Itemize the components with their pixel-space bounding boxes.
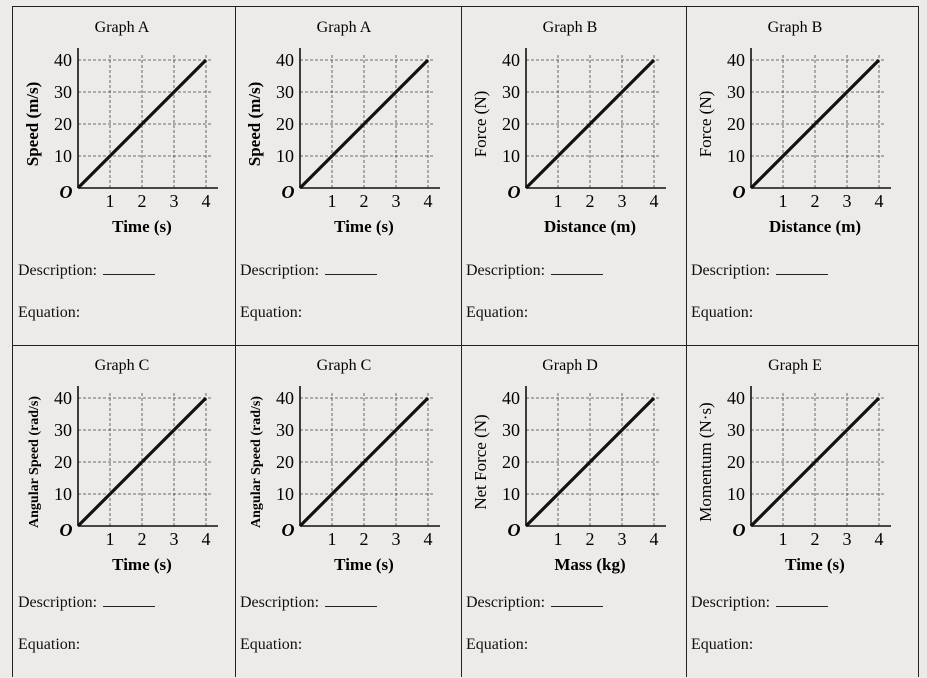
x-tick-label: 4 <box>874 529 884 549</box>
x-tick-label: 4 <box>201 529 211 549</box>
x-tick-label: 2 <box>359 529 369 549</box>
y-tick-label: 20 <box>54 452 72 472</box>
x-tick-label: 1 <box>327 529 337 549</box>
x-tick-label: 4 <box>201 191 211 211</box>
graph-title: Graph E <box>768 357 822 374</box>
x-tick-label: 3 <box>169 191 179 211</box>
y-tick-label: 40 <box>276 50 294 70</box>
x-axis-label: Time (s) <box>785 555 845 574</box>
y-tick-label: 30 <box>727 420 745 440</box>
equation-label: Equation: <box>691 636 754 653</box>
y-axis-label: Speed (m/s) <box>23 81 42 167</box>
graph-title: Graph C <box>316 357 372 374</box>
y-tick-label: 20 <box>276 452 294 472</box>
x-tick-label: 2 <box>810 529 820 549</box>
origin-label: O <box>281 182 295 202</box>
equation-label: Equation: <box>18 304 81 321</box>
equation-row <box>466 304 528 322</box>
origin-label: O <box>59 520 73 540</box>
line-graph <box>460 344 685 604</box>
data-line <box>751 60 879 188</box>
graph-cell <box>12 6 237 340</box>
y-tick-label: 30 <box>54 420 72 440</box>
origin-label: O <box>507 182 521 202</box>
description-blank[interactable] <box>776 260 828 275</box>
y-tick-label: 30 <box>276 82 294 102</box>
y-tick-label: 30 <box>276 420 294 440</box>
line-graph <box>460 6 685 266</box>
equation-row <box>691 636 753 654</box>
origin-label: O <box>507 520 521 540</box>
description-blank[interactable] <box>776 592 828 607</box>
x-tick-label: 3 <box>169 529 179 549</box>
equation-label: Equation: <box>466 304 529 321</box>
equation-label: Equation: <box>240 636 303 653</box>
line-graph <box>12 344 237 604</box>
y-tick-label: 10 <box>727 484 745 504</box>
y-tick-label: 40 <box>54 50 72 70</box>
line-graph <box>234 6 459 266</box>
description-row <box>691 260 828 280</box>
description-label: Description: <box>691 262 771 279</box>
x-tick-label: 2 <box>810 191 820 211</box>
x-tick-label: 1 <box>105 529 115 549</box>
equation-label: Equation: <box>691 304 754 321</box>
graph-title: Graph A <box>316 19 372 36</box>
y-tick-label: 10 <box>276 146 294 166</box>
x-axis-label: Distance (m) <box>768 217 862 236</box>
y-tick-label: 10 <box>54 146 72 166</box>
y-axis-label: Force (N) <box>471 90 490 158</box>
line-graph <box>12 6 237 266</box>
equation-row <box>240 304 302 322</box>
description-blank[interactable] <box>103 592 155 607</box>
description-row <box>240 260 377 280</box>
description-blank[interactable] <box>551 592 603 607</box>
origin-label: O <box>59 182 73 202</box>
y-tick-label: 30 <box>502 82 520 102</box>
x-tick-label: 2 <box>137 529 147 549</box>
description-label: Description: <box>240 262 320 279</box>
equation-label: Equation: <box>240 304 303 321</box>
graph-cell <box>234 6 459 340</box>
y-axis-label: Angular Speed (rad/s) <box>27 396 42 528</box>
x-tick-label: 4 <box>423 529 433 549</box>
description-row <box>18 260 155 280</box>
equation-row <box>18 636 80 654</box>
y-axis-label: Angular Speed (rad/s) <box>249 396 264 528</box>
x-tick-label: 1 <box>778 191 788 211</box>
description-row <box>240 592 377 612</box>
y-tick-label: 10 <box>54 484 72 504</box>
description-blank[interactable] <box>551 260 603 275</box>
y-tick-label: 20 <box>727 114 745 134</box>
graph-cell <box>12 344 237 678</box>
data-line <box>526 60 654 188</box>
x-tick-label: 4 <box>649 191 659 211</box>
y-tick-label: 30 <box>727 82 745 102</box>
y-tick-label: 10 <box>727 146 745 166</box>
equation-row <box>240 636 302 654</box>
graph-cell <box>460 6 685 340</box>
description-row <box>18 592 155 612</box>
y-tick-label: 40 <box>502 388 520 408</box>
description-blank[interactable] <box>325 592 377 607</box>
data-line <box>78 398 206 526</box>
line-graph <box>234 344 459 604</box>
x-tick-label: 3 <box>842 191 852 211</box>
data-line <box>751 398 879 526</box>
graph-cell <box>234 344 459 678</box>
description-blank[interactable] <box>325 260 377 275</box>
y-axis-label: Force (N) <box>696 90 715 158</box>
equation-row <box>18 304 80 322</box>
graph-title: Graph C <box>94 357 150 374</box>
y-tick-label: 40 <box>727 388 745 408</box>
x-tick-label: 1 <box>553 529 563 549</box>
x-tick-label: 1 <box>327 191 337 211</box>
y-tick-label: 10 <box>502 484 520 504</box>
x-tick-label: 3 <box>842 529 852 549</box>
equation-label: Equation: <box>466 636 529 653</box>
x-tick-label: 1 <box>553 191 563 211</box>
y-axis-label: Net Force (N) <box>471 414 490 510</box>
x-axis-label: Distance (m) <box>543 217 637 236</box>
equation-row <box>466 636 528 654</box>
origin-label: O <box>732 520 746 540</box>
x-tick-label: 1 <box>105 191 115 211</box>
equation-label: Equation: <box>18 636 81 653</box>
x-tick-label: 3 <box>617 529 627 549</box>
description-label: Description: <box>18 594 98 611</box>
description-label: Description: <box>691 594 771 611</box>
description-label: Description: <box>18 262 98 279</box>
graph-cell <box>460 344 685 678</box>
y-tick-label: 30 <box>502 420 520 440</box>
y-tick-label: 20 <box>502 114 520 134</box>
x-tick-label: 2 <box>359 191 369 211</box>
description-row <box>466 592 603 612</box>
data-line <box>300 398 428 526</box>
y-tick-label: 20 <box>502 452 520 472</box>
description-row <box>466 260 603 280</box>
x-tick-label: 1 <box>778 529 788 549</box>
description-label: Description: <box>240 594 320 611</box>
x-axis-label: Time (s) <box>112 217 172 236</box>
line-graph <box>685 344 910 604</box>
y-tick-label: 10 <box>502 146 520 166</box>
y-tick-label: 30 <box>54 82 72 102</box>
x-tick-label: 2 <box>585 191 595 211</box>
graph-cell <box>685 344 910 678</box>
data-line <box>526 398 654 526</box>
data-line <box>300 60 428 188</box>
graph-title: Graph B <box>767 19 823 36</box>
equation-row <box>691 304 753 322</box>
y-tick-label: 20 <box>54 114 72 134</box>
line-graph <box>685 6 910 266</box>
graph-title: Graph A <box>94 19 150 36</box>
x-tick-label: 4 <box>649 529 659 549</box>
x-tick-label: 3 <box>617 191 627 211</box>
x-tick-label: 3 <box>391 191 401 211</box>
y-axis-label: Momentum (N·s) <box>696 402 715 522</box>
origin-label: O <box>281 520 295 540</box>
y-tick-label: 10 <box>276 484 294 504</box>
x-tick-label: 4 <box>423 191 433 211</box>
y-tick-label: 20 <box>727 452 745 472</box>
data-line <box>78 60 206 188</box>
x-axis-label: Mass (kg) <box>554 555 626 574</box>
description-label: Description: <box>466 594 546 611</box>
y-tick-label: 40 <box>276 388 294 408</box>
x-axis-label: Time (s) <box>334 555 394 574</box>
description-row <box>691 592 828 612</box>
description-label: Description: <box>466 262 546 279</box>
graph-title: Graph D <box>542 357 598 374</box>
y-tick-label: 40 <box>54 388 72 408</box>
x-tick-label: 2 <box>137 191 147 211</box>
x-tick-label: 4 <box>874 191 884 211</box>
description-blank[interactable] <box>103 260 155 275</box>
y-tick-label: 40 <box>727 50 745 70</box>
y-tick-label: 20 <box>276 114 294 134</box>
graph-title: Graph B <box>542 19 598 36</box>
y-axis-label: Speed (m/s) <box>245 81 264 167</box>
x-tick-label: 3 <box>391 529 401 549</box>
origin-label: O <box>732 182 746 202</box>
x-axis-label: Time (s) <box>334 217 394 236</box>
y-tick-label: 40 <box>502 50 520 70</box>
graph-cell <box>685 6 910 340</box>
x-tick-label: 2 <box>585 529 595 549</box>
x-axis-label: Time (s) <box>112 555 172 574</box>
